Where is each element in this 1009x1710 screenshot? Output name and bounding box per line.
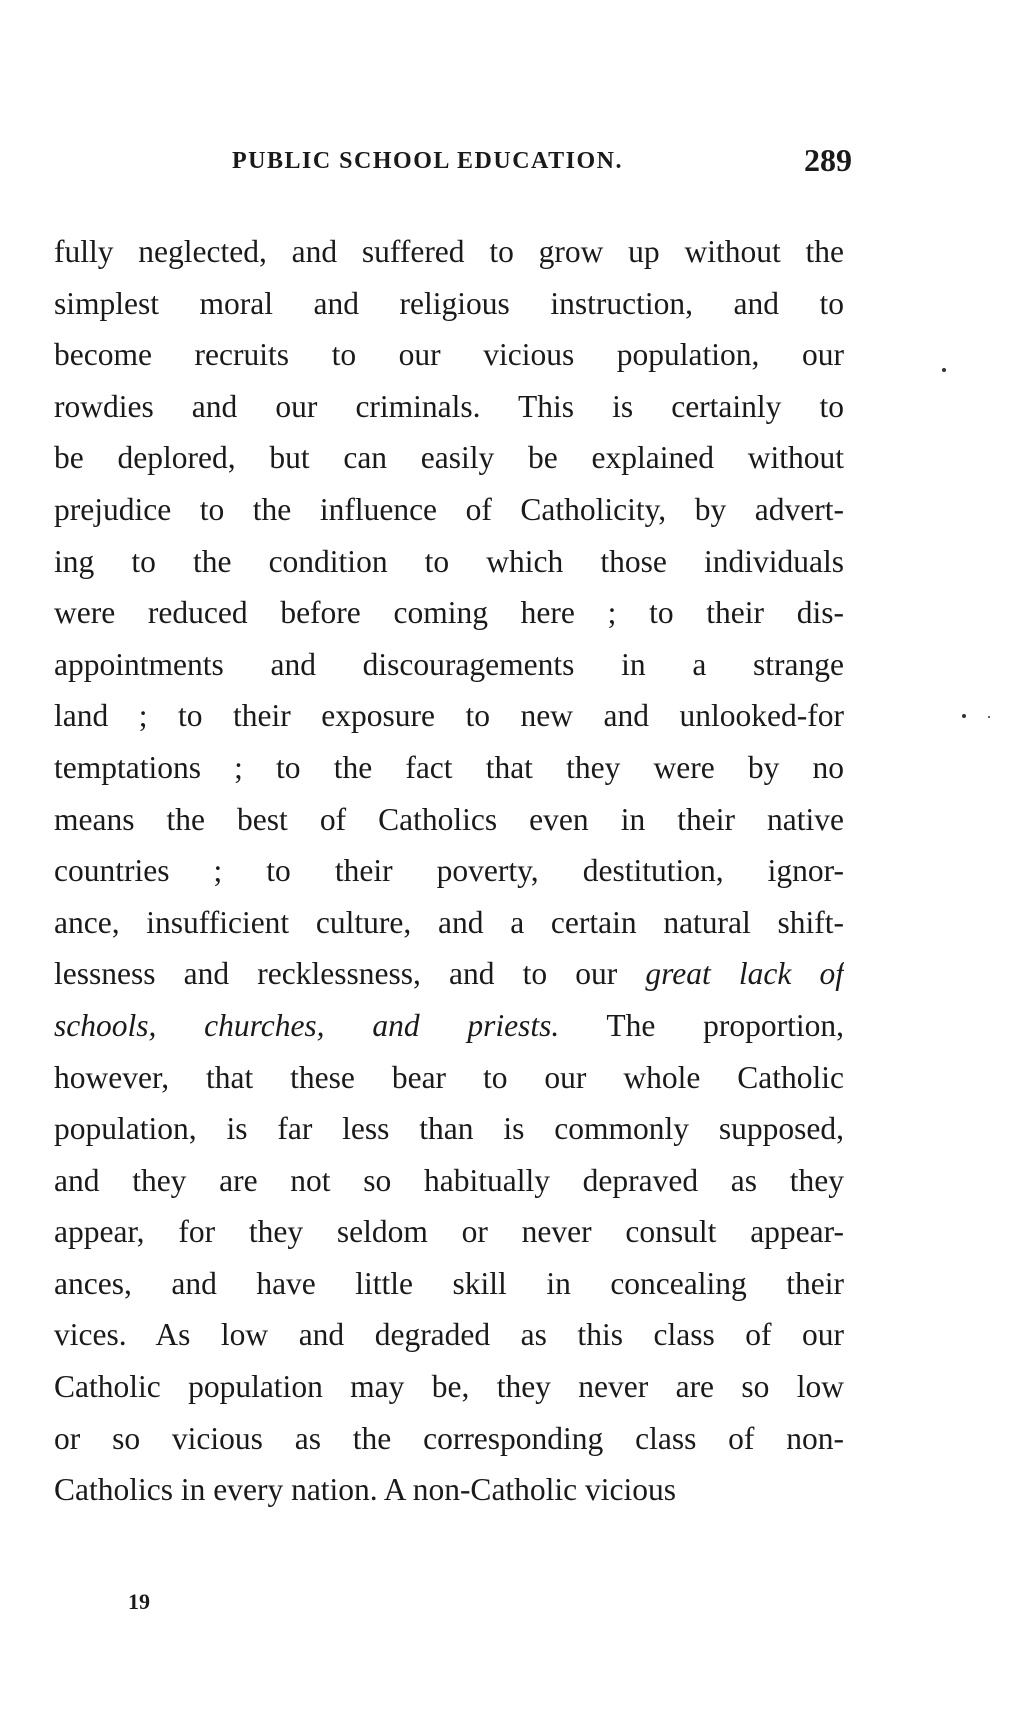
text-line: means the best of Catholics even in their native [54, 801, 844, 837]
text-line: were reduced before coming here ; to their dis- [54, 595, 844, 631]
text-line: however, that these bear to our whole Catholic [54, 1059, 844, 1095]
text-line: appear, for they seldom or never consult appear- [54, 1214, 844, 1250]
text-line-mixed [54, 948, 844, 1000]
text-line: ance, insufficient culture, and a certain natural shift- [54, 904, 844, 940]
running-head: PUBLIC SCHOOL EDUCATION. [232, 148, 623, 174]
signature-mark: 19 [128, 1589, 150, 1614]
text-line: ing to the condition to which those individuals [54, 543, 844, 579]
text-line: vices. As low and degraded as this class of our [54, 1317, 844, 1353]
text-line: be deplored, but can easily be explained without [54, 440, 844, 476]
text-line: countries ; to their poverty, destitution, ignor- [54, 853, 844, 889]
italic-phrase: schools, [54, 1007, 157, 1043]
page-number: 289 [804, 142, 852, 178]
text-line-mixed [54, 1000, 844, 1052]
text-line: rowdies and our criminals. This is certainly to [54, 388, 844, 424]
text-line: ances, and have little skill in concealing their [54, 1265, 844, 1301]
line-roman-part: lessness and recklessness, and to our [54, 956, 618, 992]
text-line: population, is far less than is commonly supposed, [54, 1111, 844, 1147]
text-line: temptations ; to the fact that they were by no [54, 749, 844, 785]
italic-phrase: great lack of [645, 956, 844, 992]
line-roman-part: The proportion, [606, 1007, 844, 1043]
text-line: simplest moral and religious instruction, and to [54, 285, 844, 321]
text-line: or so vicious as the corresponding class of non- [54, 1420, 844, 1456]
print-speck [962, 714, 966, 718]
print-speck [988, 716, 990, 718]
text-line: appointments and discouragements in a strange [54, 646, 844, 682]
text-line: and they are not so habitually depraved as they [54, 1162, 844, 1198]
page-header [222, 142, 852, 182]
text-line: land ; to their exposure to new and unlooked-for [54, 698, 844, 734]
text-line: Catholics in every nation. A non-Catholic vicious [54, 1472, 677, 1508]
text-line: prejudice to the influence of Catholicity, by advert- [54, 491, 844, 527]
text-line: fully neglected, and suffered to grow up without the [54, 234, 844, 269]
italic-phrase: churches, and priests. [204, 1007, 560, 1043]
print-speck [942, 368, 946, 372]
text-line: become recruits to our vicious population, our [54, 337, 844, 373]
body-text [54, 226, 844, 1516]
text-line: Catholic population may be, they never are so low [54, 1369, 844, 1405]
